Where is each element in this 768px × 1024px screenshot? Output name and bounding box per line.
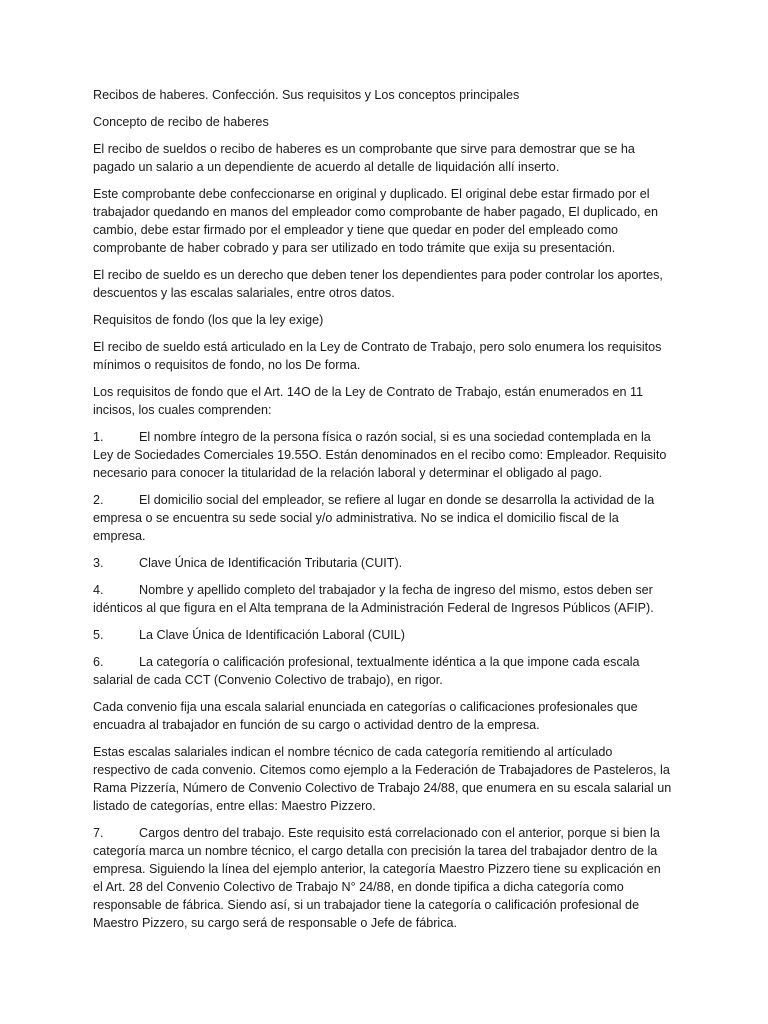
list-item-number: 2. bbox=[93, 493, 104, 507]
list-item bbox=[93, 428, 673, 482]
list-item bbox=[93, 824, 673, 932]
list-item-text: El nombre íntegro de la persona física o razón social, si es una sociedad contemplada en la Ley de Sociedades Comerciales 19.55O. Están denominados en el recibo como: Empleador. Requisito necesario para conocer la titularidad de la relación laboral y determinar el obligado al pago. bbox=[93, 430, 667, 480]
list-item bbox=[93, 491, 673, 545]
list-item bbox=[93, 554, 673, 572]
list-item-text: Cargos dentro del trabajo. Este requisito está correlacionado con el anterior, porque si bien la categoría marca un nombre técnico, el cargo detalla con precisión la tarea del trabajador dentro de la empresa. Siguiendo la línea del ejemplo anterior, la categoría Maestro Pizzero tiene su explicación en el Art. 28 del Convenio Colectivo de Trabajo N° 24/88, en donde tipifica a dicha categoría como responsable de fábrica. Siendo así, si un trabajador tiene la categoría o calificación profesional de Maestro Pizzero, su cargo será de responsable o Jefe de fábrica. bbox=[93, 826, 661, 930]
list-item-text: El domicilio social del empleador, se refiere al lugar en donde se desarrolla la actividad de la empresa o se encuentra su sede social y/o administrativa. No se indica el domicilio fiscal de la empresa. bbox=[93, 493, 655, 543]
paragraph-convenio: Cada convenio fija una escala salarial enunciada en categorías o calificaciones profesionales que encuadra al trabajador en función de su cargo o actividad dentro de la empresa. bbox=[93, 700, 638, 732]
list-item-number: 3. bbox=[93, 556, 104, 570]
paragraph-original-duplicado: Este comprobante debe confeccionarse en original y duplicado. El original debe estar firmado por el trabajador quedando en manos del empleador como comprobante de haber pagado, El duplicado, en cambio, debe estar firmado por el empleador y tiene que quedar en poder del empleado como comprobante de haber cobrado y para ser utilizado en todo trámite que exija su presentación. bbox=[93, 187, 659, 255]
document-page bbox=[93, 86, 673, 941]
section-heading-concepto: Concepto de recibo de haberes bbox=[93, 115, 269, 129]
list-item-text: La Clave Única de Identificación Laboral (CUIL) bbox=[139, 628, 406, 642]
list-item bbox=[93, 653, 673, 689]
list-item-number: 1. bbox=[93, 430, 104, 444]
paragraph-ley-contrato: El recibo de sueldo está articulado en la Ley de Contrato de Trabajo, pero solo enumera los requisitos mínimos o requisitos de fondo, no los De forma. bbox=[93, 340, 662, 372]
list-item bbox=[93, 626, 673, 644]
paragraph-incisos: Los requisitos de fondo que el Art. 14O de la Ley de Contrato de Trabajo, están enumerados en 11 incisos, los cuales comprenden: bbox=[93, 385, 644, 417]
list-item-number: 7. bbox=[93, 826, 104, 840]
list-item-number: 6. bbox=[93, 655, 104, 669]
list-item-number: 4. bbox=[93, 583, 104, 597]
document-title: Recibos de haberes. Confección. Sus requisitos y Los conceptos principales bbox=[93, 88, 520, 102]
section-heading-requisitos: Requisitos de fondo (los que la ley exige) bbox=[93, 313, 324, 327]
list-item-number: 5. bbox=[93, 628, 104, 642]
list-item-text: Nombre y apellido completo del trabajador y la fecha de ingreso del mismo, estos deben ser idénticos al que figura en el Alta temprana de la Administración Federal de Ingresos Públicos (AFIP). bbox=[93, 583, 654, 615]
paragraph-definicion: El recibo de sueldos o recibo de haberes es un comprobante que sirve para demostrar que se ha pagado un salario a un dependiente de acuerdo al detalle de liquidación allí inserto. bbox=[93, 142, 635, 174]
paragraph-derecho: El recibo de sueldo es un derecho que deben tener los dependientes para poder controlar los aportes, descuentos y las escalas salariales, entre otros datos. bbox=[93, 268, 663, 300]
paragraph-escalas: Estas escalas salariales indican el nombre técnico de cada categoría remitiendo al artículado respectivo de cada convenio. Citemos como ejemplo a la Federación de Trabajadores de Pasteleros, la Rama Pizzería, Número de Convenio Colectivo de Trabajo 24/88, que enumera en su escala salarial un listado de categorías, entre ellas: Maestro Pizzero. bbox=[93, 745, 672, 813]
list-item bbox=[93, 581, 673, 617]
list-item-text: Clave Única de Identificación Tributaria (CUIT). bbox=[139, 556, 403, 570]
list-item-text: La categoría o calificación profesional, textualmente idéntica a la que impone cada escala salarial de cada CCT (Convenio Colectivo de trabajo), en rigor. bbox=[93, 655, 640, 687]
